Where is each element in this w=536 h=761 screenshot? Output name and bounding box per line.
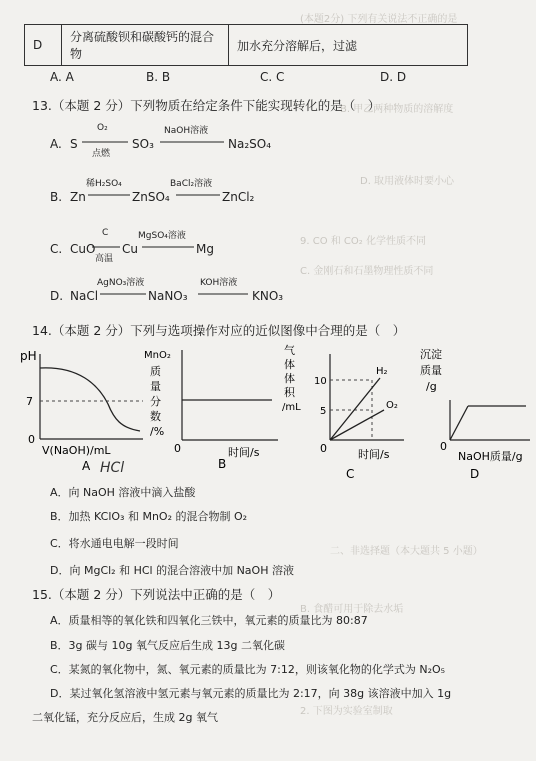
graph-b-ylabel-1: 质 — [150, 365, 161, 378]
q12-option-b[interactable]: B. B — [146, 70, 171, 84]
graph-d-ylabel-1: 质量 — [420, 364, 442, 377]
table-cell-method: 加水充分溶解后，过滤 — [229, 25, 468, 66]
q13-option-d-label[interactable]: D. — [50, 289, 64, 303]
q13-a-condition-bottom: 点燃 — [92, 149, 111, 159]
graph-b-ylabel-3: 分 — [150, 395, 161, 408]
graph-a-ylabel: pH — [20, 349, 37, 363]
q13-d-reagent-1: AgNO₃溶液 — [97, 278, 145, 288]
graph-b-origin: 0 — [174, 442, 181, 455]
graph-d-ylabel-0: 沉淀 — [420, 348, 442, 361]
table-cell-letter: D — [25, 25, 62, 66]
q14-option-a[interactable]: A．向 NaOH 溶液中滴入盐酸 — [50, 486, 196, 499]
graph-d-letter: D — [470, 467, 480, 481]
graph-a-tick-7: 7 — [26, 395, 33, 408]
q14-option-c[interactable]: C．将水通电电解一段时间 — [50, 537, 179, 550]
graph-c-ylabel-2: 体 — [284, 372, 295, 385]
q13-c-reagent: MgSO₄溶液 — [138, 231, 186, 241]
q13-d-product: KNO₃ — [252, 289, 284, 303]
graph-c-ylabel-1: 体 — [284, 358, 295, 371]
q14-option-d[interactable]: D．向 MgCl₂ 和 HCl 的混合溶液中加 NaOH 溶液 — [50, 564, 294, 577]
q13-b-product: ZnCl₂ — [222, 190, 255, 204]
q13-a-reactant: S — [70, 137, 78, 151]
q15-option-a[interactable]: A．质量相等的氧化铁和四氧化三铁中，氧元素的质量比为 80:87 — [50, 614, 368, 627]
q13-b-intermediate: ZnSO₄ — [132, 190, 170, 204]
graph-b-ylabel-0: MnO₂ — [144, 350, 171, 361]
q14-stem: 14.（本题 2 分）下列与选项操作对应的近似图像中合理的是（ ） — [32, 323, 406, 338]
q13-a-intermediate: SO₃ — [132, 137, 154, 151]
q13-option-b-label[interactable]: B. — [50, 190, 63, 204]
q15-stem: 15.（本题 2 分）下列说法中正确的是（ ） — [32, 587, 281, 602]
graph-c-tick-5: 5 — [320, 406, 327, 417]
q13-b-reagent-2: BaCl₂溶液 — [170, 179, 213, 189]
q13-c-intermediate: Cu — [122, 242, 138, 256]
graph-d-origin: 0 — [440, 440, 447, 453]
graph-b-letter: B — [218, 457, 227, 470]
table-cell-mixture: 分离硫酸钡和碳酸钙的混合物 — [62, 25, 229, 66]
graph-c — [280, 340, 410, 480]
graph-c-ylabel-3: 积 — [284, 386, 295, 399]
q13-d-reagent-2: KOH溶液 — [200, 278, 238, 288]
graph-b-xlabel: 时间/s — [228, 446, 260, 459]
graph-c-origin: 0 — [320, 442, 327, 455]
q15-option-b[interactable]: B．3g 碳与 10g 氧气反应后生成 13g 二氧化碳 — [50, 639, 285, 652]
graph-b-ylabel-5: /% — [150, 425, 165, 438]
graph-a — [18, 344, 148, 474]
graph-a-origin: 0 — [28, 433, 35, 446]
q13-b-reagent-1: 稀H₂SO₄ — [86, 179, 122, 189]
q13-d-reactant: NaCl — [70, 289, 99, 303]
q13-c-condition-bottom: 高温 — [95, 254, 114, 264]
graph-b-ylabel-4: 数 — [150, 410, 161, 423]
q13-option-c-label[interactable]: C. — [50, 242, 63, 256]
q13-d-intermediate: NaNO₃ — [148, 289, 188, 303]
graph-a-xlabel: V(NaOH)/mL — [42, 444, 111, 457]
graph-c-tick-10: 10 — [314, 376, 327, 387]
answer-table — [24, 24, 468, 66]
q15-option-d-continued: 二氧化锰，充分反应后，生成 2g 氧气 — [32, 711, 218, 724]
graph-c-ylabel-4: /mL — [282, 402, 301, 413]
graph-d-xlabel: NaOH质量/g — [458, 450, 523, 463]
graph-c-o2-label: O₂ — [386, 400, 398, 411]
q12-option-c[interactable]: C. C — [260, 70, 285, 84]
graph-a-letter: A — [82, 459, 91, 473]
graph-c-xlabel: 时间/s — [358, 448, 390, 461]
table-row — [25, 25, 468, 66]
graph-b — [140, 340, 280, 470]
q12-option-d[interactable]: D. D — [380, 70, 407, 84]
q13-a-reagent: NaOH溶液 — [164, 126, 209, 136]
q13-c-product: Mg — [196, 242, 214, 256]
graph-a-handwriting: HCl — [100, 460, 125, 474]
q13-c-reactant: CuO — [70, 242, 96, 256]
graph-d — [410, 340, 536, 485]
graph-d-ylabel-2: /g — [426, 380, 437, 393]
q13-a-product: Na₂SO₄ — [228, 137, 272, 151]
graph-c-h2-label: H₂ — [376, 366, 388, 377]
q13-option-a-label[interactable]: A. — [50, 137, 62, 151]
q13-b-reactant: Zn — [70, 190, 86, 204]
q13-a-condition-top: O₂ — [97, 123, 108, 133]
q14-option-b[interactable]: B．加热 KClO₃ 和 MnO₂ 的混合物制 O₂ — [50, 510, 248, 523]
q15-option-c[interactable]: C．某氮的氧化物中，氮、氧元素的质量比为 7:12，则该氧化物的化学式为 N₂O₅ — [50, 663, 446, 676]
graph-b-ylabel-2: 量 — [150, 380, 161, 393]
q15-option-d[interactable]: D．某过氧化氢溶液中氢元素与氧元素的质量比为 2:17，向 38g 该溶液中加入 1g — [50, 687, 452, 700]
q13-c-condition-top: C — [102, 228, 109, 238]
graph-c-ylabel-0: 气 — [284, 344, 295, 357]
graph-c-letter: C — [346, 467, 355, 480]
q12-option-a[interactable]: A. A — [50, 70, 74, 84]
q13-stem: 13.（本题 2 分）下列物质在给定条件下能实现转化的是（ ） — [32, 98, 381, 113]
